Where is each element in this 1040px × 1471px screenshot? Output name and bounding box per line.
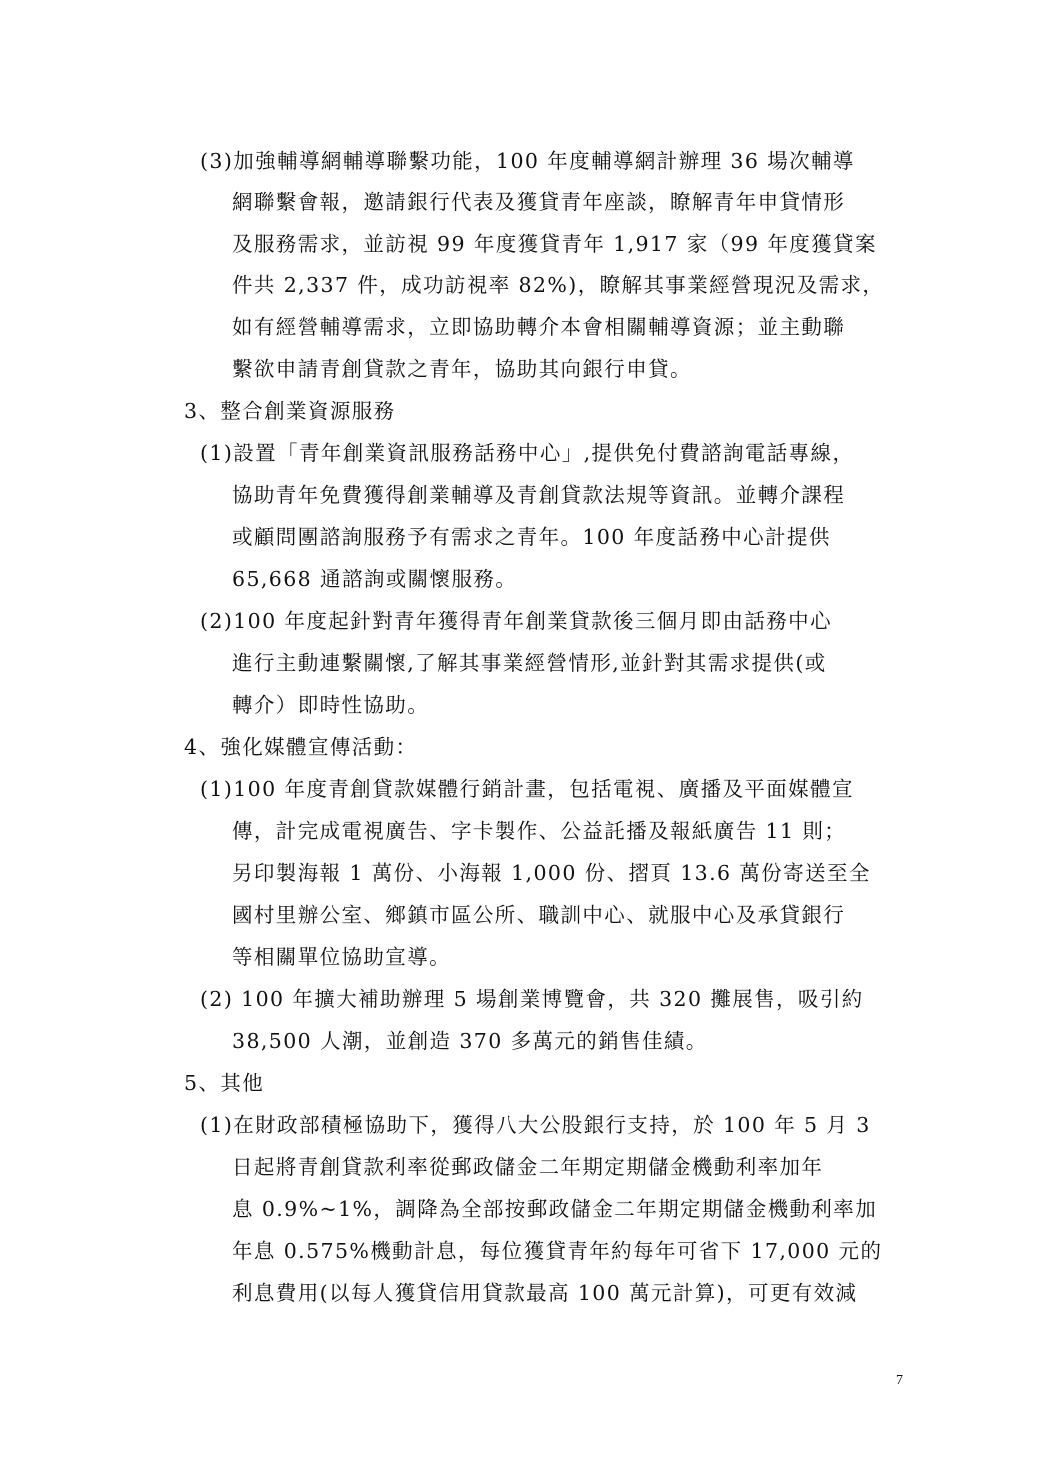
paragraph-s5-1-line-4: 年息 0.575%機動計息，每位獲貸青年約每年可省下 17,000 元的 xyxy=(232,1239,883,1263)
paragraph-3-3-line-5: 如有經營輔導需求，立即協助轉介本會相關輔導資源；並主動聯 xyxy=(232,315,846,339)
paragraph-3-3-line-1: (3)加強輔導網輔導聯繫功能，100 年度輔導網計辦理 36 場次輔導 xyxy=(200,149,855,173)
paragraph-s3-2-line-1: (2)100 年度起針對青年獲得青年創業貸款後三個月即由話務中心 xyxy=(200,609,832,633)
paragraph-3-3-line-3: 及服務需求，並訪視 99 年度獲貸青年 1,917 家（99 年度獲貸案 xyxy=(232,232,877,256)
paragraph-s4-1-line-4: 國村里辦公室、鄉鎮市區公所、職訓中心、就服中心及承貸銀行 xyxy=(232,903,846,927)
paragraph-s4-1-line-5: 等相關單位協助宣導。 xyxy=(232,945,451,969)
paragraph-3-3-line-6: 繫欲申請青創貸款之青年，協助其向銀行申貸。 xyxy=(232,357,692,381)
paragraph-s3-1-line-1: (1)設置「青年創業資訊服務話務中心」,提供免付費諮詢電話專線， xyxy=(200,441,855,465)
paragraph-s3-2-line-2: 進行主動連繫關懷,了解其事業經營情形,並針對其需求提供(或 xyxy=(232,651,827,675)
section-4-heading: 4、強化媒體宣傳活動： xyxy=(184,735,418,759)
section-3-heading: 3、整合創業資源服務 xyxy=(184,399,396,423)
paragraph-s3-1-line-3: 或顧問團諮詢服務予有需求之青年。100 年度話務中心計提供 xyxy=(232,525,831,549)
paragraph-3-3-line-2: 網聯繫會報，邀請銀行代表及獲貸青年座談，瞭解青年申貸情形 xyxy=(232,190,846,214)
page-number: 7 xyxy=(896,1373,903,1388)
paragraph-s5-1-line-1: (1)在財政部積極協助下，獲得八大公股銀行支持，於 100 年 5 月 3 xyxy=(200,1113,871,1137)
paragraph-s4-1-line-1: (1)100 年度青創貸款媒體行銷計畫，包括電視、廣播及平面媒體宣 xyxy=(200,777,854,801)
paragraph-3-3-line-4: 件共 2,337 件，成功訪視率 82%)，瞭解其事業經營現況及需求， xyxy=(232,273,885,297)
paragraph-s3-2-line-3: 轉介）即時性協助。 xyxy=(232,693,430,717)
paragraph-s4-1-line-2: 傳，計完成電視廣告、字卡製作、公益託播及報紙廣告 11 則； xyxy=(232,819,847,843)
section-5-heading: 5、其他 xyxy=(184,1071,265,1095)
paragraph-s5-1-line-5: 利息費用(以每人獲貸信用貸款最高 100 萬元計算)，可更有效減 xyxy=(232,1281,858,1305)
paragraph-s5-1-line-2: 日起將青創貸款利率從郵政儲金二年期定期儲金機動利率加年 xyxy=(232,1155,824,1179)
paragraph-s4-2-line-1: (2) 100 年擴大補助辦理 5 場創業博覽會，共 320 攤展售，吸引約 xyxy=(200,987,864,1011)
paragraph-s3-1-line-2: 協助青年免費獲得創業輔導及青創貸款法規等資訊。並轉介課程 xyxy=(232,483,846,507)
paragraph-s4-2-line-2: 38,500 人潮，並創造 370 多萬元的銷售佳績。 xyxy=(232,1029,708,1053)
paragraph-s4-1-line-3: 另印製海報 1 萬份、小海報 1,000 份、摺頁 13.6 萬份寄送至全 xyxy=(232,861,871,885)
paragraph-s3-1-line-4: 65,668 通諮詢或關懷服務。 xyxy=(232,567,518,591)
paragraph-s5-1-line-3: 息 0.9%~1%，調降為全部按郵政儲金二年期定期儲金機動利率加 xyxy=(232,1197,878,1221)
